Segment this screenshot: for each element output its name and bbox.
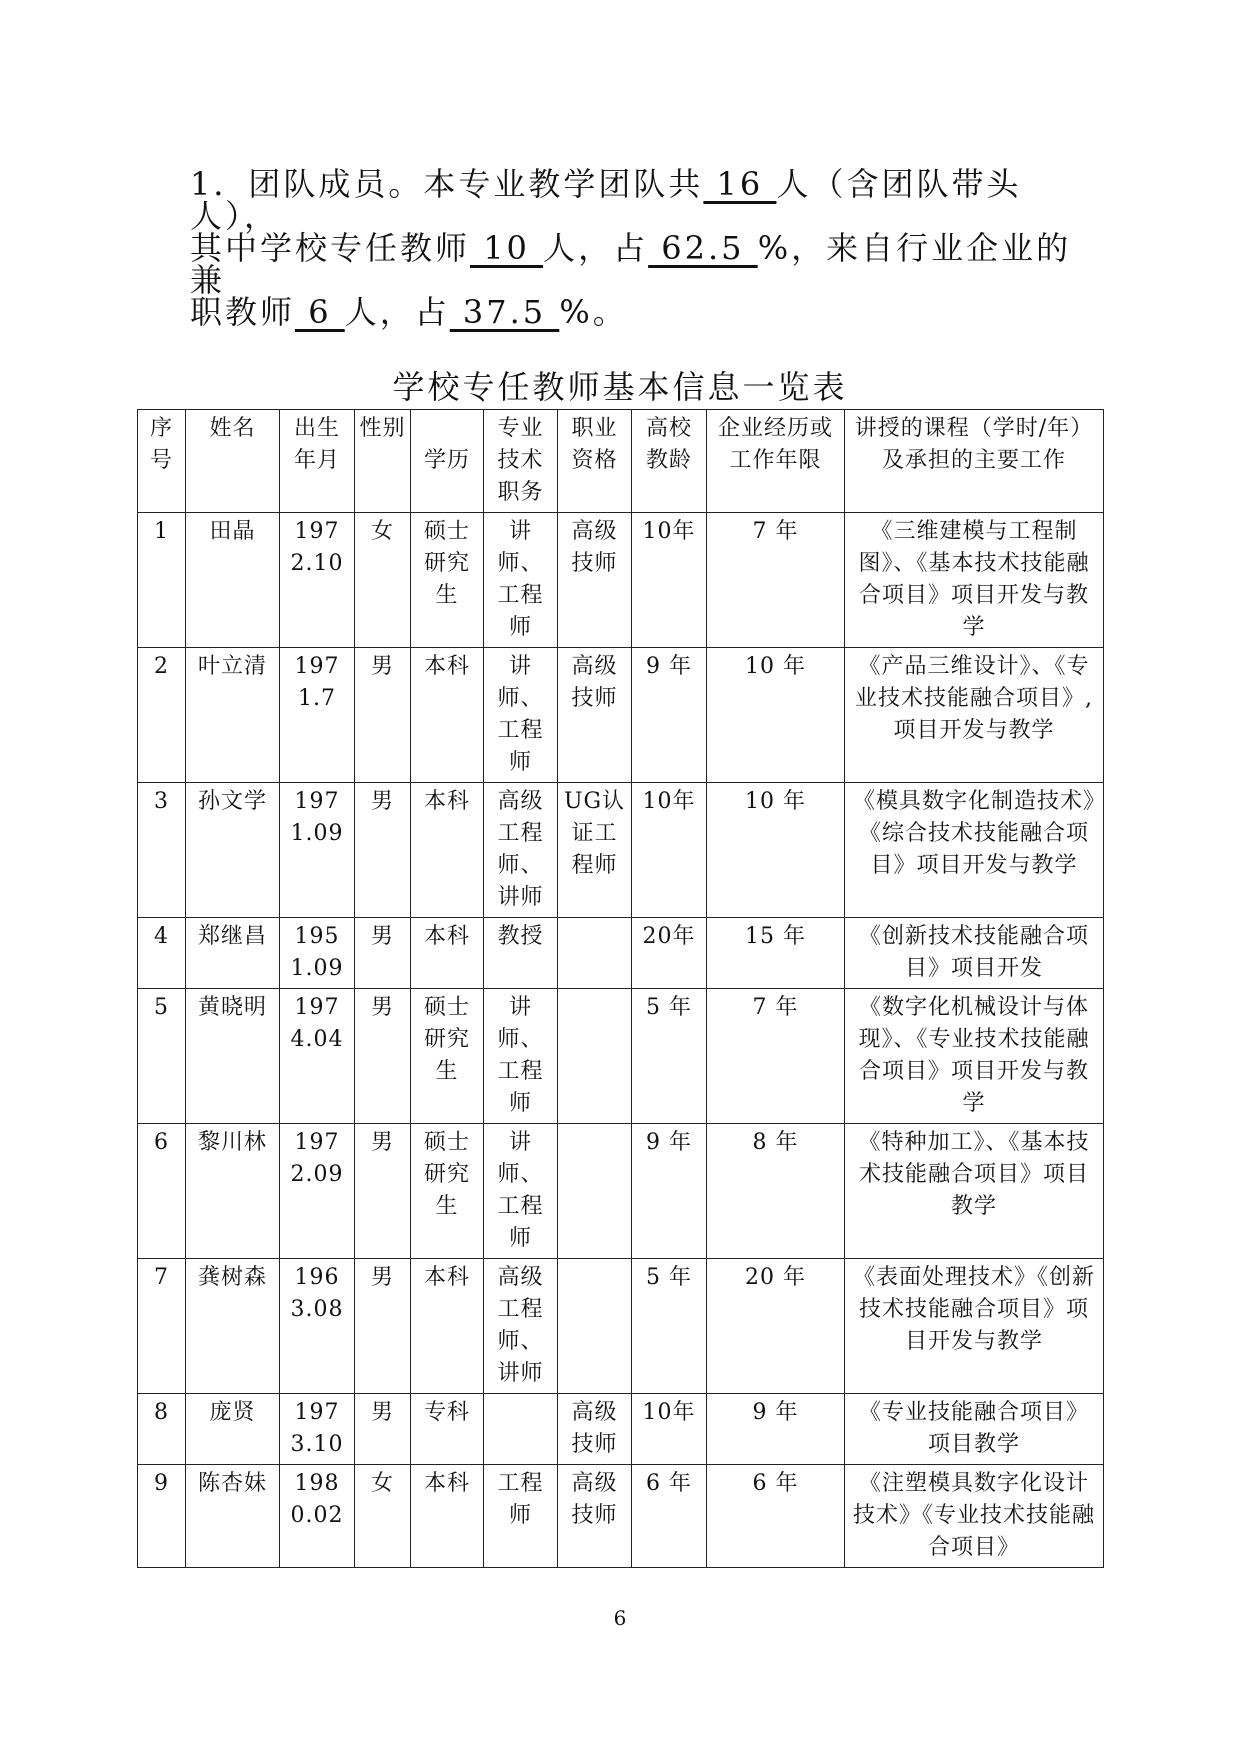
teaching-years: 10年 bbox=[632, 783, 707, 918]
fulltime-count: 10 bbox=[470, 229, 544, 267]
professional-title: 讲师、工程师 bbox=[484, 513, 558, 648]
teaching-years: 9 年 bbox=[632, 648, 707, 783]
teaching-years: 6 年 bbox=[632, 1465, 707, 1568]
table-title: 学校专任教师基本信息一览表 bbox=[392, 368, 848, 406]
gender: 男 bbox=[355, 648, 411, 783]
gender: 男 bbox=[355, 1259, 411, 1394]
row-number: 9 bbox=[138, 1465, 186, 1568]
row-number: 4 bbox=[138, 918, 186, 989]
teacher-name: 黄晓明 bbox=[186, 989, 280, 1124]
intro-text: 1．团队成员。本专业教学团队共 bbox=[190, 165, 704, 203]
table-row bbox=[138, 918, 1104, 989]
header-cell: 姓名 bbox=[186, 410, 280, 513]
table-row bbox=[138, 1259, 1104, 1394]
courses-taught: 《注塑模具数字化设计技术》《专业技术技能融合项目》 bbox=[845, 1465, 1104, 1568]
education: 硕士研究生 bbox=[411, 989, 484, 1124]
education: 本科 bbox=[411, 783, 484, 918]
industry-experience: 6 年 bbox=[707, 1465, 845, 1568]
gender: 女 bbox=[355, 1465, 411, 1568]
table-row bbox=[138, 989, 1104, 1124]
parttime-count: 6 bbox=[295, 293, 345, 331]
industry-experience: 20 年 bbox=[707, 1259, 845, 1394]
teacher-info-table bbox=[137, 409, 1104, 1568]
header-cell: 学历 bbox=[411, 410, 484, 513]
education: 专科 bbox=[411, 1394, 484, 1465]
gender: 男 bbox=[355, 1124, 411, 1259]
courses-taught: 《模具数字化制造技术》《综合技术技能融合项目》项目开发与教学 bbox=[845, 783, 1104, 918]
birth-date: 1971.09 bbox=[280, 783, 355, 918]
teacher-name: 孙文学 bbox=[186, 783, 280, 918]
qualification bbox=[558, 1124, 632, 1259]
professional-title: 工程师 bbox=[484, 1465, 558, 1568]
qualification: 高级技师 bbox=[558, 513, 632, 648]
row-number: 5 bbox=[138, 989, 186, 1124]
teaching-years: 10年 bbox=[632, 513, 707, 648]
row-number: 2 bbox=[138, 648, 186, 783]
education: 硕士研究生 bbox=[411, 513, 484, 648]
intro-text: 人，占 bbox=[344, 293, 450, 331]
header-cell: 高校教龄 bbox=[632, 410, 707, 513]
intro-text: 人（含团队带头人）， bbox=[190, 165, 1022, 235]
birth-date: 1972.09 bbox=[280, 1124, 355, 1259]
industry-experience: 8 年 bbox=[707, 1124, 845, 1259]
professional-title bbox=[484, 1394, 558, 1465]
header-cell: 序号 bbox=[138, 410, 186, 513]
teaching-years: 9 年 bbox=[632, 1124, 707, 1259]
table-row bbox=[138, 1124, 1104, 1259]
table-row bbox=[138, 783, 1104, 918]
professional-title: 教授 bbox=[484, 918, 558, 989]
professional-title: 讲师、工程师 bbox=[484, 648, 558, 783]
table-header-row bbox=[138, 410, 1104, 513]
qualification: UG认证工程师 bbox=[558, 783, 632, 918]
intro-line-1 bbox=[190, 165, 1090, 235]
teacher-name: 龚树森 bbox=[186, 1259, 280, 1394]
teacher-name: 庞贤 bbox=[186, 1394, 280, 1465]
fulltime-percent: 62.5 bbox=[648, 229, 758, 267]
team-total-count: 16 bbox=[703, 165, 777, 203]
courses-taught: 《数字化机械设计与体现》、《专业技术技能融合项目》项目开发与教学 bbox=[845, 989, 1104, 1124]
courses-taught: 《特种加工》、《基本技术技能融合项目》项目教学 bbox=[845, 1124, 1104, 1259]
birth-date: 1980.02 bbox=[280, 1465, 355, 1568]
birth-date: 1963.08 bbox=[280, 1259, 355, 1394]
header-cell: 专业技术职务 bbox=[484, 410, 558, 513]
header-cell: 讲授的课程（学时/年）及承担的主要工作 bbox=[845, 410, 1104, 513]
teacher-name: 田晶 bbox=[186, 513, 280, 648]
education: 本科 bbox=[411, 648, 484, 783]
row-number: 1 bbox=[138, 513, 186, 648]
teaching-years: 5 年 bbox=[632, 989, 707, 1124]
row-number: 6 bbox=[138, 1124, 186, 1259]
birth-date: 1971.7 bbox=[280, 648, 355, 783]
gender: 男 bbox=[355, 989, 411, 1124]
table-row bbox=[138, 648, 1104, 783]
qualification: 高级技师 bbox=[558, 1394, 632, 1465]
intro-text: %，来自行业企业的兼 bbox=[190, 229, 1072, 299]
industry-experience: 10 年 bbox=[707, 648, 845, 783]
gender: 男 bbox=[355, 783, 411, 918]
industry-experience: 7 年 bbox=[707, 989, 845, 1124]
birth-date: 1951.09 bbox=[280, 918, 355, 989]
header-cell: 出生年月 bbox=[280, 410, 355, 513]
parttime-percent: 37.5 bbox=[449, 293, 560, 331]
intro-line-2 bbox=[190, 229, 1090, 299]
industry-experience: 7 年 bbox=[707, 513, 845, 648]
courses-taught: 《产品三维设计》、《专业技术技能融合项目》,项目开发与教学 bbox=[845, 648, 1104, 783]
industry-experience: 10 年 bbox=[707, 783, 845, 918]
gender: 男 bbox=[355, 918, 411, 989]
table-row bbox=[138, 1465, 1104, 1568]
header-cell: 企业经历或工作年限 bbox=[707, 410, 845, 513]
intro-text: 职教师 bbox=[190, 293, 296, 331]
education: 硕士研究生 bbox=[411, 1124, 484, 1259]
education: 本科 bbox=[411, 918, 484, 989]
courses-taught: 《三维建模与工程制图》、《基本技术技能融合项目》项目开发与教学 bbox=[845, 513, 1104, 648]
professional-title: 高级工程师、讲师 bbox=[484, 1259, 558, 1394]
table-row bbox=[138, 1394, 1104, 1465]
teaching-years: 20年 bbox=[632, 918, 707, 989]
qualification: 高级技师 bbox=[558, 1465, 632, 1568]
professional-title: 讲师、工程师 bbox=[484, 1124, 558, 1259]
professional-title: 讲师、工程师 bbox=[484, 989, 558, 1124]
qualification bbox=[558, 989, 632, 1124]
courses-taught: 《表面处理技术》《创新技术技能融合项目》项目开发与教学 bbox=[845, 1259, 1104, 1394]
table-row bbox=[138, 513, 1104, 648]
teaching-years: 5 年 bbox=[632, 1259, 707, 1394]
gender: 男 bbox=[355, 1394, 411, 1465]
education: 本科 bbox=[411, 1259, 484, 1394]
birth-date: 1973.10 bbox=[280, 1394, 355, 1465]
courses-taught: 《创新技术技能融合项目》项目开发 bbox=[845, 918, 1104, 989]
gender: 女 bbox=[355, 513, 411, 648]
intro-text: 人，占 bbox=[543, 229, 649, 267]
intro-text: %。 bbox=[559, 293, 628, 331]
qualification bbox=[558, 918, 632, 989]
header-cell: 性别 bbox=[355, 410, 411, 513]
industry-experience: 9 年 bbox=[707, 1394, 845, 1465]
header-cell: 职业资格 bbox=[558, 410, 632, 513]
page-number: 6 bbox=[613, 1606, 627, 1630]
birth-date: 1974.04 bbox=[280, 989, 355, 1124]
professional-title: 高级工程师、讲师 bbox=[484, 783, 558, 918]
row-number: 8 bbox=[138, 1394, 186, 1465]
education: 本科 bbox=[411, 1465, 484, 1568]
birth-date: 1972.10 bbox=[280, 513, 355, 648]
qualification: 高级技师 bbox=[558, 648, 632, 783]
intro-line-3 bbox=[190, 293, 1090, 331]
teacher-name: 黎川林 bbox=[186, 1124, 280, 1259]
intro-text: 其中学校专任教师 bbox=[190, 229, 471, 267]
teacher-name: 叶立清 bbox=[186, 648, 280, 783]
industry-experience: 15 年 bbox=[707, 918, 845, 989]
row-number: 3 bbox=[138, 783, 186, 918]
qualification bbox=[558, 1259, 632, 1394]
teacher-name: 陈杏妹 bbox=[186, 1465, 280, 1568]
courses-taught: 《专业技能融合项目》项目教学 bbox=[845, 1394, 1104, 1465]
teacher-name: 郑继昌 bbox=[186, 918, 280, 989]
row-number: 7 bbox=[138, 1259, 186, 1394]
teaching-years: 10年 bbox=[632, 1394, 707, 1465]
